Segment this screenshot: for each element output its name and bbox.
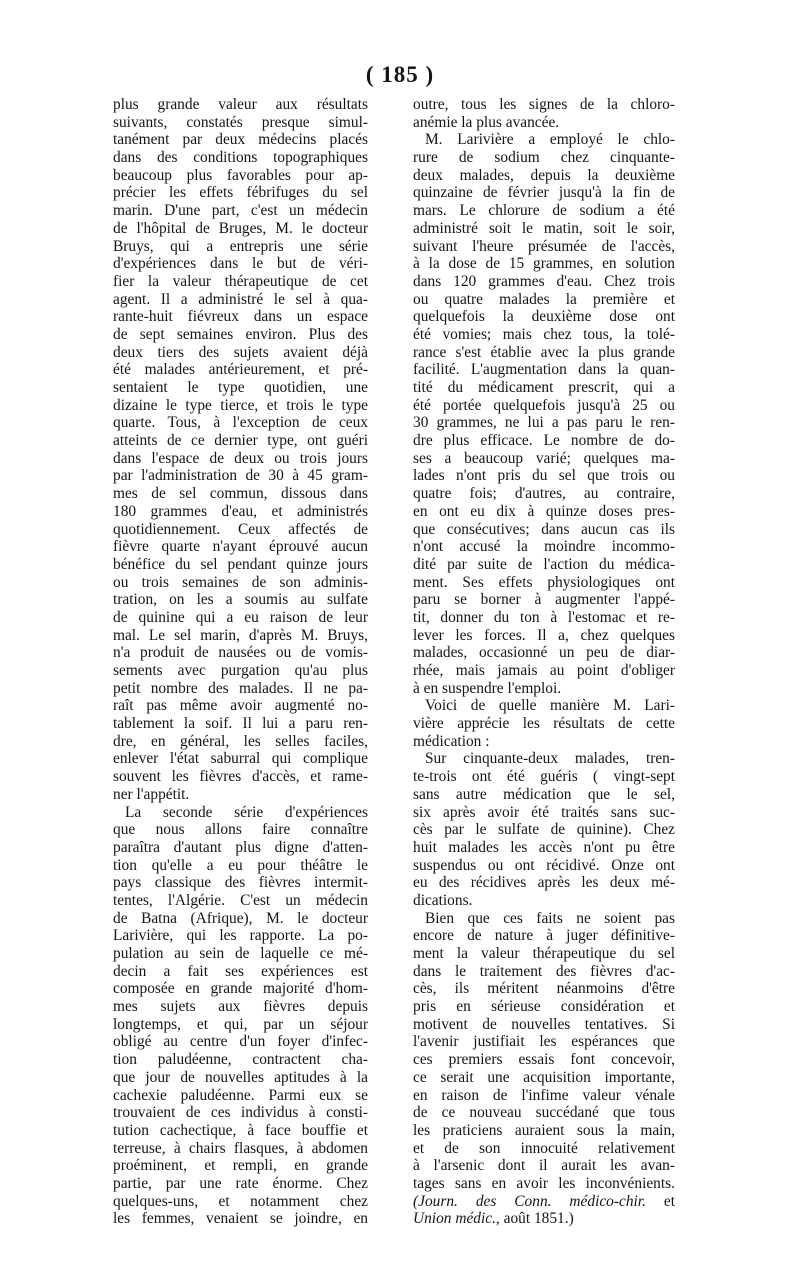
text-line: rance s'est établie avec la plus grande: [413, 343, 675, 361]
text-line: dre, en général, les selles faciles,: [113, 732, 368, 750]
text-line: les praticiens auraient sous la main,: [413, 1121, 675, 1139]
text-line: ces premiers essais font concevoir,: [413, 1051, 675, 1069]
text-line: dans l'espace de deux ou trois jours: [113, 449, 368, 467]
text-line: lades n'ont pris du sel que trois ou: [413, 467, 675, 485]
text-line: tité du médicament prescrit, qui a: [413, 379, 675, 396]
text-line: tit, donner du ton à l'estomac et re-: [413, 608, 675, 626]
text-line: été malades antérieurement, et pré-: [113, 361, 368, 379]
text-line: partie, par une rate énorme. Chez: [113, 1174, 368, 1192]
text-line: composée en grande majorité d'hom-: [113, 980, 368, 998]
text-line: eu des récidives après les deux mé-: [413, 874, 675, 892]
text-line: les femmes, venaient se joindre, en: [113, 1210, 368, 1228]
text-line: agent. Il a administré le sel à qua-: [113, 290, 368, 308]
text-line: proéminent, et rempli, en grande: [113, 1157, 368, 1175]
text-line: atteints de ce dernier type, ont guéri: [113, 432, 368, 450]
text-line: pris en sérieuse considération et: [413, 998, 675, 1016]
text-line: anémie la plus avancée.: [413, 113, 560, 131]
text-line: enlever l'état saburral qui complique: [113, 750, 368, 768]
text-line: en raison de l'infime valeur vénale: [413, 1086, 675, 1104]
text-line: facilité. L'augmentation dans la quan-: [413, 361, 675, 379]
text-line: en ont eu dix à quinze doses pres-: [413, 502, 675, 520]
reference-open: (: [413, 1192, 419, 1210]
text-line: suivant l'heure présumée de l'accès,: [413, 237, 675, 255]
text-line: quelquefois la deuxième dose ont: [413, 308, 675, 326]
text-line: dité par suite de l'action du médica-: [413, 555, 675, 573]
text-line: tanément par deux médecins placés: [113, 131, 368, 149]
right-column: [413, 96, 675, 1228]
text-line: à en suspendre l'emploi.: [413, 679, 562, 697]
text-line: ce serait une acquisition importante,: [413, 1068, 675, 1086]
text-line: paru se borner à augmenter l'appé-: [413, 591, 675, 609]
text-line: par l'administration de 30 à 45 gram-: [113, 467, 368, 485]
text-line: de quinine qui a eu raison de leur: [113, 608, 368, 626]
reference-date: , août 1851.): [495, 1210, 574, 1228]
text-line: tion paludéenne, contractent cha-: [113, 1051, 368, 1069]
reference-journal-2: Union médic.: [413, 1210, 496, 1228]
text-line: 30 grammes, ne lui a pas paru le ren-: [413, 414, 675, 432]
text-line: terreuse, à chairs flasques, à abdomen: [113, 1139, 368, 1157]
text-line: trouvaient de ces individus à consti-: [113, 1104, 368, 1122]
right-column-lines: [413, 96, 675, 1193]
left-column: [113, 96, 368, 1228]
text-line: tages sans en avoir les inconvénients.: [413, 1174, 675, 1192]
text-line: que consécutives; dans aucun cas ils: [413, 520, 675, 538]
text-line: été vomies; mais chez tous, la tolé-: [413, 325, 675, 343]
text-line: que jour de nouvelles aptitudes à la: [113, 1068, 368, 1086]
text-line: mal. Le sel marin, d'après M. Bruys,: [113, 626, 368, 644]
text-line: cachexie paludéenne. Parmi eux se: [113, 1086, 368, 1104]
text-line: longtemps, et qui, par un séjour: [113, 1015, 368, 1033]
text-line: d'expériences dans le but de véri-: [113, 255, 368, 273]
text-line: ment. Ses effets physiologiques ont: [413, 573, 675, 591]
text-line: quotidiennement. Ceux affectés de: [113, 520, 368, 538]
text-line: ment la valeur thérapeutique du sel: [413, 945, 675, 962]
text-line: mes de sel commun, dissous dans: [113, 485, 368, 503]
text-line: tentes, l'Algérie. C'est un médecin: [113, 891, 368, 909]
text-line: que nous allons faire connaître: [113, 821, 368, 839]
text-line: de l'hôpital de Bruges, M. le docteur: [113, 219, 368, 237]
text-line: été portée quelquefois jusqu'à 25 ou: [413, 396, 675, 414]
text-line: dans le traitement des fièvres d'ac-: [413, 962, 675, 980]
reference-line-1: [413, 1193, 675, 1211]
text-line: M. Larivière a employé le chlo-: [425, 131, 675, 149]
text-line: cès, ils méritent néanmoins d'être: [413, 980, 675, 998]
text-line: quarte. Tous, à l'exception de ceux: [113, 414, 368, 432]
text-line: sements avec purgation qu'au plus: [113, 662, 368, 679]
text-line: deux tiers des sujets avaient déjà: [113, 343, 368, 361]
text-line: quatre fois; d'autres, au contraire,: [413, 485, 675, 503]
text-line: tution cachectique, à face bouffie et: [113, 1121, 368, 1139]
text-line: malades, occasionné un peu de diar-: [413, 644, 675, 662]
text-line: dans 120 grammes d'eau. Chez trois: [413, 272, 675, 290]
text-line: Bruys, qui a entrepris une série: [113, 237, 368, 255]
text-line: l'avenir justifiait les espérances que: [413, 1033, 675, 1051]
text-line: quelques-uns, et notamment chez: [113, 1192, 368, 1210]
text-line: six après avoir été traités sans suc-: [413, 803, 675, 821]
text-line: huit malades les accès n'ont pu être: [413, 838, 675, 856]
page-number: ( 185 ): [365, 62, 435, 87]
reference-journal: Journ. des Conn. médico-chir.: [418, 1192, 646, 1210]
text-line: quinzaine de février jusqu'à la fin de: [413, 184, 675, 202]
text-line: raît pas même avoir augmenté no-: [113, 697, 368, 715]
text-line: dizaine le type tierce, et trois le type: [113, 396, 368, 414]
text-line: dans des conditions topographiques: [113, 149, 368, 167]
text-line: administré soit le matin, soit le soir,: [413, 219, 675, 237]
text-line: tion qu'elle a eu pour théâtre le: [113, 856, 368, 874]
text-line: motivent de nouvelles tentatives. Si: [413, 1015, 675, 1033]
text-line: sentaient le type quotidien, une: [113, 379, 368, 396]
text-line: de ce nouveau succédané que tous: [413, 1104, 675, 1122]
text-line: à l'arsenic dont il aurait les avan-: [413, 1157, 675, 1175]
text-line: te-trois ont été guéris ( vingt-sept: [413, 768, 675, 786]
text-line: précier les effets fébrifuges du sel: [113, 184, 368, 202]
text-line: de sept semaines environ. Plus des: [113, 325, 368, 343]
text-line: rante-huit fiévreux dans un espace: [113, 308, 368, 326]
text-line: rure de sodium chez cinquante-: [413, 149, 675, 167]
text-line: tablement la soif. Il lui a paru ren-: [113, 715, 368, 733]
text-line: decin a fait ses expériences est: [113, 962, 368, 980]
text-line: pays classique des fièvres intermit-: [113, 874, 368, 892]
text-line: et de son innocuité relativement: [413, 1139, 675, 1157]
text-line: outre, tous les signes de la chloro-: [413, 96, 675, 113]
text-line: de Batna (Afrique), M. le docteur: [113, 909, 368, 927]
text-line: rhée, mais jamais au point d'obliger: [413, 662, 675, 679]
text-line: obligé au centre d'un foyer d'infec-: [113, 1033, 368, 1051]
text-line: pulation au sein de laquelle ce mé-: [113, 945, 368, 962]
text-line: beaucoup plus favorables pour ap-: [113, 166, 368, 184]
text-line: suspendus ou ont récidivé. Onze ont: [413, 856, 675, 874]
text-line: fier la valeur thérapeutique de cet: [113, 272, 368, 290]
text-line: encore de nature à juger définitive-: [413, 927, 675, 945]
text-line: ou quatre malades la première et: [413, 290, 675, 308]
text-line: tration, on les a soumis au sulfate: [113, 591, 368, 609]
text-line: deux malades, depuis la deuxième: [413, 166, 675, 184]
text-line: mes sujets aux fièvres depuis: [113, 998, 368, 1016]
text-line: paraîtra d'autant plus digne d'atten-: [113, 838, 368, 856]
text-line: Bien que ces faits ne soient pas: [425, 909, 675, 927]
text-line: Sur cinquante-deux malades, tren-: [425, 750, 675, 768]
text-line: fièvre quarte n'ayant éprouvé aucun: [113, 538, 368, 556]
reference-line-2: [413, 1210, 675, 1228]
text-line: à la dose de 15 grammes, en solution: [413, 255, 675, 273]
text-line: ses a beaucoup varié; quelques ma-: [413, 449, 675, 467]
reference-conj: et: [645, 1192, 675, 1210]
text-line: lever les forces. Il a, chez quelques: [413, 626, 675, 644]
text-line: n'a produit de nausées ou de vomis-: [113, 644, 368, 662]
text-line: sans autre médication que le sel,: [413, 785, 675, 803]
text-line: dre plus efficace. Le nombre de do-: [413, 432, 675, 450]
text-line: mars. Le chlorure de sodium a été: [413, 202, 675, 220]
text-line: ner l'appétit.: [113, 785, 190, 803]
text-line: plus grande valeur aux résultats: [113, 96, 368, 113]
text-line: Voici de quelle manière M. Lari-: [425, 697, 675, 715]
text-line: La seconde série d'expériences: [125, 803, 368, 821]
text-line: vière apprécie les résultats de cette: [413, 715, 675, 733]
text-line: ou trois semaines de son adminis-: [113, 573, 368, 591]
text-line: cès par le sulfate de quinine). Chez: [413, 821, 675, 839]
text-line: médication :: [413, 732, 490, 750]
text-line: dications.: [413, 891, 473, 909]
text-line: Larivière, qui les rapporte. La po-: [113, 927, 368, 945]
text-line: n'ont accusé la moindre incommo-: [413, 538, 675, 556]
text-line: souvent les fièvres d'accès, et rame-: [113, 768, 368, 786]
text-line: bénéfice du sel pendant quinze jours: [113, 555, 368, 573]
text-line: petit nombre des malades. Il ne pa-: [113, 679, 368, 697]
text-line: suivants, constatés presque simul-: [113, 113, 368, 131]
text-line: marin. D'une part, c'est un médecin: [113, 202, 368, 220]
text-line: 180 grammes d'eau, et administrés: [113, 502, 368, 520]
